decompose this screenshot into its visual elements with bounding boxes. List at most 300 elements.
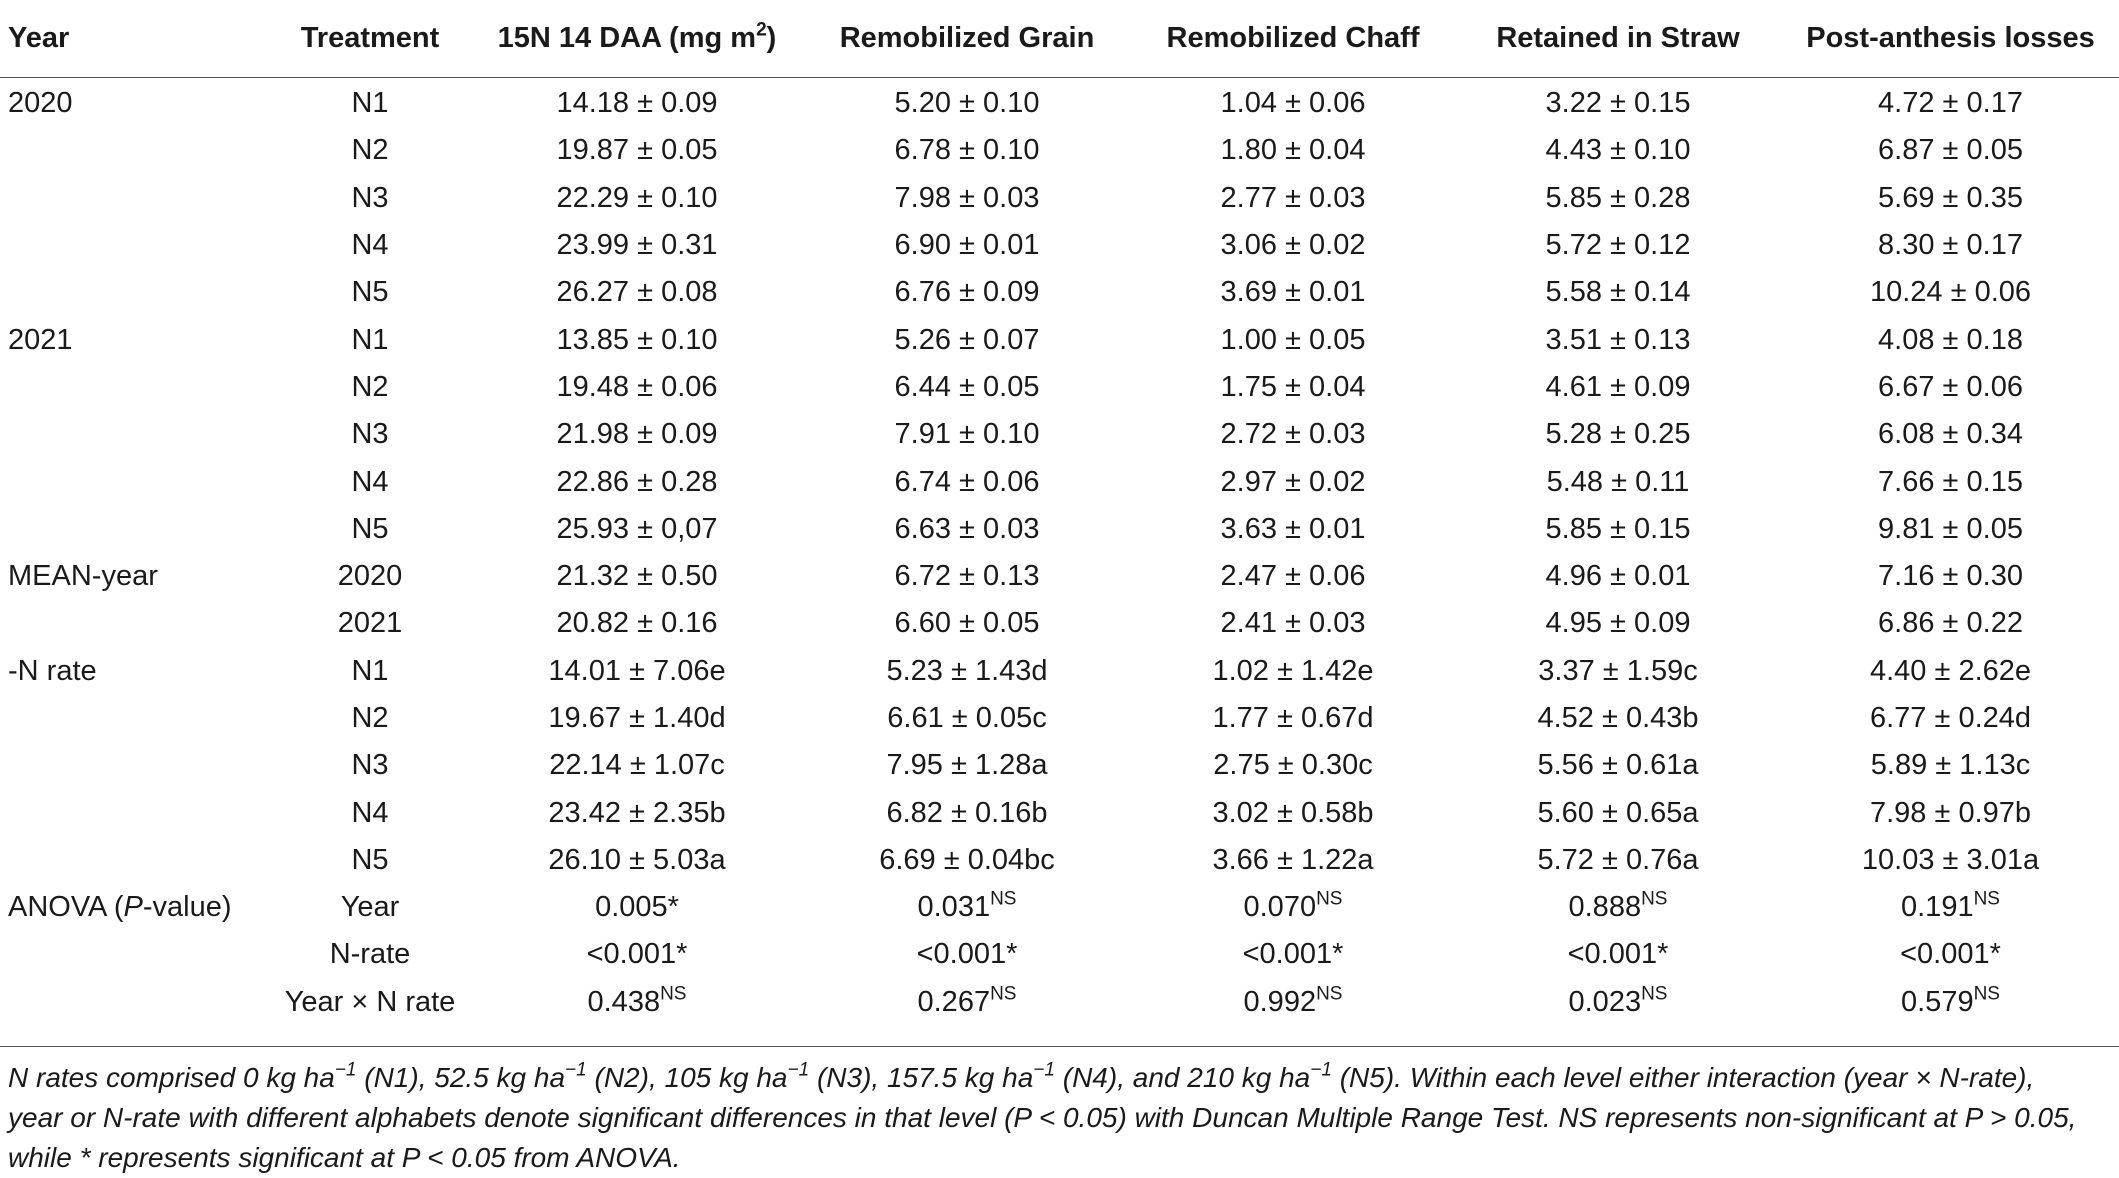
cell-treatment: 2021 bbox=[337, 607, 403, 640]
table-row bbox=[0, 222, 2119, 269]
cell-value bbox=[1454, 600, 1782, 647]
cell-value-text: 2.47 ± 0.06 bbox=[1220, 560, 1366, 593]
cell-value bbox=[1454, 78, 1782, 128]
cell-treatment: N2 bbox=[351, 134, 389, 167]
cell-value-text: 0.438 bbox=[587, 985, 661, 1018]
cell-value bbox=[1454, 506, 1782, 553]
cell-value-text: 5.48 ± 0.11 bbox=[1546, 465, 1690, 498]
cell-value-text: 1.00 ± 0.05 bbox=[1220, 323, 1366, 356]
cell-value-text: 0.888 bbox=[1568, 891, 1642, 924]
cell-year-italic: P bbox=[123, 891, 143, 924]
table-row bbox=[0, 127, 2119, 174]
significance-sup: NS bbox=[1641, 983, 1668, 1005]
cell-year bbox=[0, 175, 268, 222]
cell-value bbox=[1454, 553, 1782, 600]
table-row bbox=[0, 837, 2119, 884]
cell-value bbox=[1132, 458, 1454, 505]
cell-value-text: 4.08 ± 0.18 bbox=[1878, 323, 2023, 356]
cell-value-text: 5.85 ± 0.15 bbox=[1545, 512, 1691, 545]
cell-value bbox=[1782, 78, 2119, 128]
cell-value-text: 3.06 ± 0.02 bbox=[1220, 229, 1366, 262]
cell-value bbox=[1132, 411, 1454, 458]
cell-value-text: 0.191 bbox=[1901, 891, 1974, 924]
cell-year bbox=[0, 789, 268, 836]
cell-value-text: 10.03 ± 3.01a bbox=[1861, 843, 2040, 876]
cell-value-text: 6.61 ± 0.05c bbox=[887, 702, 1047, 734]
cell-year bbox=[0, 316, 268, 363]
cell-treatment: N1 bbox=[351, 654, 389, 687]
cell-value bbox=[472, 127, 802, 174]
cell-value bbox=[1782, 364, 2119, 411]
cell-value-text: 4.40 ± 2.62e bbox=[1869, 654, 2032, 687]
table-header bbox=[0, 0, 2119, 78]
cell-value bbox=[802, 506, 1132, 553]
cell-value bbox=[472, 78, 802, 128]
cell-value-text: 10.24 ± 0.06 bbox=[1869, 276, 2032, 309]
cell-value-text: 7.16 ± 0.30 bbox=[1878, 560, 2023, 593]
cell-value bbox=[472, 458, 802, 505]
cell-treatment: N3 bbox=[351, 749, 389, 782]
cell-value-text: 21.98 ± 0.09 bbox=[556, 418, 718, 451]
header-15n-text: 15N 14 DAA (mg m bbox=[497, 22, 757, 54]
cell-value bbox=[802, 269, 1132, 316]
cell-value-text: 6.60 ± 0.05 bbox=[894, 607, 1040, 640]
cell-value bbox=[472, 837, 802, 884]
cell-value-text: 1.77 ± 0.67d bbox=[1212, 702, 1374, 734]
cell-value-text: 0.267 bbox=[917, 985, 991, 1018]
cell-value bbox=[472, 648, 802, 695]
cell-year-after: -value) bbox=[142, 891, 232, 924]
cell-value bbox=[472, 742, 802, 789]
footnote-text: year or N-rate with different alphabets denote significant differences in that level (P < 0.05) with Duncan Multiple Range Test. NS represents non-significant at P > 0.05, bbox=[8, 1102, 2077, 1133]
table-row bbox=[0, 695, 2119, 742]
cell-value-text: 2.75 ± 0.30c bbox=[1213, 749, 1373, 782]
cell-value bbox=[1132, 506, 1454, 553]
cell-treatment: N4 bbox=[351, 229, 389, 262]
cell-value bbox=[472, 316, 802, 363]
cell-value-text: 5.72 ± 0.12 bbox=[1545, 229, 1691, 262]
cell-treatment: N5 bbox=[351, 276, 389, 309]
cell-value-text: 6.82 ± 0.16b bbox=[886, 796, 1048, 829]
cell-value-text: 5.23 ± 1.43d bbox=[886, 654, 1048, 687]
table-row bbox=[0, 931, 2119, 978]
cell-treatment: N5 bbox=[351, 512, 389, 545]
cell-value-text: 5.72 ± 0.76a bbox=[1537, 843, 1699, 876]
header-treatment: Treatment bbox=[268, 0, 472, 78]
header-15n-14-daa bbox=[472, 0, 802, 78]
cell-treatment: N1 bbox=[351, 323, 389, 356]
cell-treatment: N3 bbox=[351, 181, 389, 214]
cell-year bbox=[0, 600, 268, 647]
cell-value bbox=[1782, 458, 2119, 505]
cell-treatment: N4 bbox=[351, 465, 389, 498]
cell-value bbox=[802, 837, 1132, 884]
cell-value-text: 3.51 ± 0.13 bbox=[1545, 323, 1691, 356]
cell-value-text: 6.76 ± 0.09 bbox=[894, 276, 1040, 309]
cell-value bbox=[1132, 695, 1454, 742]
cell-value bbox=[1132, 837, 1454, 884]
significance-sup: NS bbox=[1316, 983, 1343, 1005]
cell-value bbox=[472, 931, 802, 978]
cell-value bbox=[802, 222, 1132, 269]
table-row bbox=[0, 175, 2119, 222]
cell-value-text: 22.14 ± 1.07c bbox=[549, 749, 725, 782]
cell-value-text: 5.89 ± 1.13c bbox=[1870, 749, 2031, 782]
cell-value bbox=[1454, 884, 1782, 931]
cell-treatment: N1 bbox=[351, 87, 389, 120]
cell-value bbox=[472, 269, 802, 316]
cell-value-text: <0.001* bbox=[1242, 938, 1344, 971]
cell-value-text: 4.95 ± 0.09 bbox=[1545, 607, 1691, 640]
cell-value-text: 22.29 ± 0.10 bbox=[556, 181, 718, 214]
cell-value bbox=[802, 884, 1132, 931]
footnote-sup: −1 bbox=[1310, 1059, 1332, 1081]
cell-value-text: 14.18 ± 0.09 bbox=[556, 87, 718, 120]
footnote-sup: −1 bbox=[565, 1059, 587, 1081]
table-row bbox=[0, 553, 2119, 600]
footnote-text: (N3), 157.5 kg ha bbox=[809, 1062, 1034, 1093]
table-row bbox=[0, 269, 2119, 316]
cell-value-text: 3.37 ± 1.59c bbox=[1538, 654, 1698, 687]
cell-value-text: 6.67 ± 0.06 bbox=[1878, 370, 2023, 403]
cell-value bbox=[1454, 979, 1782, 1026]
cell-value bbox=[1782, 316, 2119, 363]
cell-value bbox=[1782, 979, 2119, 1026]
header-remobilized-grain: Remobilized Grain bbox=[802, 0, 1132, 78]
cell-value-text: 26.10 ± 5.03a bbox=[548, 843, 726, 876]
cell-value bbox=[1132, 175, 1454, 222]
cell-value bbox=[802, 789, 1132, 836]
cell-value bbox=[1454, 269, 1782, 316]
cell-value-text: 0.031 bbox=[917, 891, 991, 924]
table-row bbox=[0, 742, 2119, 789]
cell-value-text: <0.001* bbox=[586, 938, 688, 971]
cell-value-text: 6.90 ± 0.01 bbox=[894, 229, 1040, 262]
cell-year-text: 2020 bbox=[8, 87, 73, 120]
cell-year bbox=[0, 506, 268, 553]
footnote-line bbox=[8, 1098, 2108, 1138]
cell-value-text: 4.43 ± 0.10 bbox=[1545, 134, 1691, 167]
cell-value bbox=[1782, 222, 2119, 269]
cell-value-text: 4.72 ± 0.17 bbox=[1878, 87, 2023, 120]
cell-year bbox=[0, 837, 268, 884]
cell-value-text: 4.61 ± 0.09 bbox=[1545, 370, 1691, 403]
cell-value-text: 9.81 ± 0.05 bbox=[1878, 512, 2023, 545]
header-remobilized-chaff: Remobilized Chaff bbox=[1132, 0, 1454, 78]
cell-value bbox=[1782, 789, 2119, 836]
cell-value-text: 25.93 ± 0,07 bbox=[556, 512, 718, 545]
cell-value-text: 5.26 ± 0.07 bbox=[894, 323, 1040, 356]
cell-value-text: 7.66 ± 0.15 bbox=[1878, 465, 2023, 498]
cell-value bbox=[472, 175, 802, 222]
significance-sup: NS bbox=[990, 983, 1017, 1005]
cell-value bbox=[1782, 175, 2119, 222]
cell-value bbox=[1782, 127, 2119, 174]
cell-value bbox=[472, 222, 802, 269]
cell-year bbox=[0, 222, 268, 269]
cell-value-text: 6.78 ± 0.10 bbox=[894, 134, 1040, 167]
footnote-sup: −1 bbox=[787, 1059, 810, 1081]
cell-value bbox=[1782, 837, 2119, 884]
cell-value-text: 5.69 ± 0.35 bbox=[1878, 181, 2023, 214]
cell-value-text: 0.070 bbox=[1243, 891, 1317, 924]
cell-value-text: 6.77 ± 0.24d bbox=[1869, 702, 2032, 734]
cell-value bbox=[472, 506, 802, 553]
cell-value-text: 7.98 ± 0.03 bbox=[894, 181, 1040, 214]
cell-value bbox=[472, 695, 802, 742]
table-row bbox=[0, 600, 2119, 647]
significance-sup: NS bbox=[1316, 888, 1343, 910]
cell-value bbox=[1782, 600, 2119, 647]
cell-treatment: N4 bbox=[351, 796, 389, 829]
cell-value bbox=[472, 789, 802, 836]
cell-year bbox=[0, 979, 268, 1026]
cell-value-text: 1.80 ± 0.04 bbox=[1220, 134, 1366, 167]
cell-value bbox=[1454, 837, 1782, 884]
cell-value bbox=[802, 742, 1132, 789]
cell-value-text: 5.56 ± 0.61a bbox=[1537, 749, 1699, 782]
cell-value bbox=[1132, 648, 1454, 695]
header-15n-after: ) bbox=[766, 22, 777, 54]
cell-value-text: 22.86 ± 0.28 bbox=[556, 465, 718, 498]
cell-value bbox=[1782, 553, 2119, 600]
cell-value bbox=[802, 364, 1132, 411]
cell-value bbox=[472, 553, 802, 600]
cell-value-text: 23.99 ± 0.31 bbox=[556, 229, 718, 262]
footnote-text: (N2), 105 kg ha bbox=[586, 1062, 788, 1093]
cell-value-text: 20.82 ± 0.16 bbox=[556, 607, 718, 640]
cell-year bbox=[0, 364, 268, 411]
footnote-text: N rates comprised 0 kg ha bbox=[8, 1062, 335, 1093]
footnote-rule bbox=[0, 1046, 2119, 1047]
cell-treatment: Year × N rate bbox=[284, 985, 456, 1018]
cell-value bbox=[1454, 411, 1782, 458]
header-row bbox=[0, 0, 2119, 78]
cell-value-text: 5.28 ± 0.25 bbox=[1545, 418, 1691, 451]
cell-value bbox=[472, 364, 802, 411]
significance-sup: NS bbox=[990, 888, 1017, 910]
cell-year bbox=[0, 269, 268, 316]
cell-value bbox=[802, 127, 1132, 174]
cell-value bbox=[802, 600, 1132, 647]
table-body bbox=[0, 78, 2119, 1026]
cell-value-text: 6.63 ± 0.03 bbox=[894, 512, 1040, 545]
cell-value-text: <0.001* bbox=[1900, 938, 2001, 971]
cell-value-text: 6.08 ± 0.34 bbox=[1878, 418, 2023, 451]
cell-value-text: 19.87 ± 0.05 bbox=[556, 134, 718, 167]
cell-year-text: 2021 bbox=[8, 323, 73, 356]
footnote-line bbox=[8, 1058, 2108, 1098]
cell-value-text: 4.52 ± 0.43b bbox=[1537, 702, 1699, 734]
cell-year bbox=[0, 648, 268, 695]
cell-value-text: 2.97 ± 0.02 bbox=[1220, 465, 1366, 498]
significance-sup: NS bbox=[660, 983, 687, 1005]
cell-year-text: MEAN-year bbox=[8, 560, 158, 593]
cell-year bbox=[0, 458, 268, 505]
footnote-text: (N5). Within each level either interaction (year × N-rate), bbox=[1331, 1062, 2035, 1093]
cell-value bbox=[472, 600, 802, 647]
cell-value-text: <0.001* bbox=[916, 938, 1018, 971]
cell-value-text: 23.42 ± 2.35b bbox=[548, 796, 726, 829]
footnote-text: (N4), and 210 kg ha bbox=[1054, 1062, 1311, 1093]
cell-value bbox=[1132, 884, 1454, 931]
cell-year bbox=[0, 931, 268, 978]
cell-value bbox=[802, 931, 1132, 978]
header-15n-sup: 2 bbox=[756, 19, 767, 41]
table-row bbox=[0, 789, 2119, 836]
cell-value bbox=[1454, 127, 1782, 174]
significance-sup: NS bbox=[1973, 888, 2000, 910]
cell-year-text: ANOVA ( bbox=[8, 891, 124, 924]
cell-value-text: 6.87 ± 0.05 bbox=[1878, 134, 2023, 167]
table-row bbox=[0, 78, 2119, 128]
cell-value bbox=[1454, 458, 1782, 505]
cell-year bbox=[0, 553, 268, 600]
cell-value bbox=[1782, 269, 2119, 316]
footnote-line bbox=[8, 1138, 2108, 1178]
cell-value bbox=[802, 553, 1132, 600]
cell-value-text: 8.30 ± 0.17 bbox=[1878, 229, 2023, 262]
header-year: Year bbox=[0, 0, 268, 78]
cell-value-text: 0.992 bbox=[1243, 985, 1317, 1018]
cell-value bbox=[1782, 742, 2119, 789]
cell-value bbox=[1132, 222, 1454, 269]
cell-value bbox=[1132, 553, 1454, 600]
cell-value-text: 7.91 ± 0.10 bbox=[894, 418, 1040, 451]
table-row bbox=[0, 979, 2119, 1026]
cell-year bbox=[0, 411, 268, 458]
cell-value-text: <0.001* bbox=[1567, 938, 1669, 971]
footnote-text: while * represents significant at P < 0.05 from ANOVA. bbox=[8, 1142, 681, 1173]
cell-value-text: 6.86 ± 0.22 bbox=[1878, 607, 2023, 640]
cell-value bbox=[1782, 884, 2119, 931]
cell-value bbox=[1454, 175, 1782, 222]
cell-value bbox=[1782, 695, 2119, 742]
cell-value-text: 26.27 ± 0.08 bbox=[556, 276, 718, 309]
cell-value bbox=[1454, 931, 1782, 978]
cell-value bbox=[802, 316, 1132, 363]
table-row bbox=[0, 884, 2119, 931]
cell-value-text: 2.41 ± 0.03 bbox=[1220, 607, 1366, 640]
footnote-sup: −1 bbox=[1033, 1059, 1055, 1081]
cell-year bbox=[0, 884, 268, 931]
cell-year bbox=[0, 78, 268, 128]
footnote-text: (N1), 52.5 kg ha bbox=[356, 1062, 566, 1093]
cell-value-text: 1.04 ± 0.06 bbox=[1220, 87, 1366, 120]
cell-value bbox=[472, 884, 802, 931]
cell-value-text: 4.96 ± 0.01 bbox=[1545, 560, 1691, 593]
cell-value-text: 3.63 ± 0.01 bbox=[1220, 512, 1366, 545]
cell-value bbox=[1132, 78, 1454, 128]
cell-value-text: 19.48 ± 0.06 bbox=[556, 370, 718, 403]
cell-value bbox=[1132, 600, 1454, 647]
cell-value-text: 3.22 ± 0.15 bbox=[1545, 87, 1691, 120]
cell-value-text: 6.72 ± 0.13 bbox=[894, 560, 1040, 593]
cell-value bbox=[1132, 316, 1454, 363]
cell-treatment: N2 bbox=[351, 370, 389, 403]
cell-year bbox=[0, 742, 268, 789]
cell-value-text: 5.20 ± 0.10 bbox=[894, 87, 1040, 120]
cell-value bbox=[1454, 316, 1782, 363]
table-row bbox=[0, 411, 2119, 458]
cell-value bbox=[1454, 695, 1782, 742]
table-row bbox=[0, 364, 2119, 411]
cell-treatment: N5 bbox=[351, 843, 389, 876]
cell-value-text: 21.32 ± 0.50 bbox=[556, 560, 718, 593]
cell-treatment: N2 bbox=[351, 702, 389, 734]
header-retained-in-straw: Retained in Straw bbox=[1454, 0, 1782, 78]
cell-value-text: 1.75 ± 0.04 bbox=[1220, 370, 1366, 403]
cell-year bbox=[0, 127, 268, 174]
significance-sup: NS bbox=[1973, 983, 2000, 1005]
cell-value-text: 1.02 ± 1.42e bbox=[1212, 654, 1374, 687]
cell-value-text: 0.023 bbox=[1568, 985, 1642, 1018]
cell-value-text: 3.66 ± 1.22a bbox=[1212, 843, 1374, 876]
cell-value bbox=[472, 411, 802, 458]
cell-value bbox=[802, 411, 1132, 458]
cell-value bbox=[1132, 789, 1454, 836]
cell-value bbox=[1782, 648, 2119, 695]
cell-value-text: 2.72 ± 0.03 bbox=[1220, 418, 1366, 451]
cell-value-text: 2.77 ± 0.03 bbox=[1220, 181, 1366, 214]
table-row bbox=[0, 316, 2119, 363]
cell-value-text: 5.60 ± 0.65a bbox=[1537, 796, 1699, 829]
cell-value bbox=[802, 78, 1132, 128]
cell-value-text: 7.98 ± 0.97b bbox=[1869, 796, 2032, 829]
cell-value-text: 3.69 ± 0.01 bbox=[1220, 276, 1366, 309]
table-row bbox=[0, 458, 2119, 505]
cell-value bbox=[1454, 364, 1782, 411]
cell-value-text: 3.02 ± 0.58b bbox=[1212, 796, 1374, 829]
cell-value bbox=[1132, 364, 1454, 411]
cell-treatment: 2020 bbox=[337, 560, 403, 593]
significance-sup: NS bbox=[1641, 888, 1668, 910]
cell-treatment: N3 bbox=[351, 418, 389, 451]
cell-value-text: 6.44 ± 0.05 bbox=[894, 370, 1040, 403]
cell-value bbox=[1454, 222, 1782, 269]
cell-value-text: 7.95 ± 1.28a bbox=[886, 749, 1048, 782]
cell-value bbox=[802, 458, 1132, 505]
cell-treatment: Year bbox=[340, 891, 400, 924]
cell-value bbox=[802, 695, 1132, 742]
cell-value bbox=[1132, 127, 1454, 174]
cell-value bbox=[802, 648, 1132, 695]
cell-value-text: 14.01 ± 7.06e bbox=[548, 654, 726, 687]
cell-value bbox=[1132, 931, 1454, 978]
cell-value-text: 6.69 ± 0.04bc bbox=[879, 843, 1055, 876]
cell-value bbox=[1782, 411, 2119, 458]
cell-value bbox=[1782, 931, 2119, 978]
footnote-sup: −1 bbox=[334, 1059, 357, 1081]
cell-value bbox=[1132, 979, 1454, 1026]
header-post-anthesis-losses: Post-anthesis losses bbox=[1782, 0, 2119, 78]
cell-value bbox=[1454, 789, 1782, 836]
table-footnote bbox=[8, 1058, 2108, 1178]
cell-value bbox=[1132, 742, 1454, 789]
cell-year-text: -N rate bbox=[8, 654, 97, 687]
table-row bbox=[0, 648, 2119, 695]
cell-value-text: 19.67 ± 1.40d bbox=[548, 702, 726, 734]
cell-value-text: 5.85 ± 0.28 bbox=[1545, 181, 1691, 214]
cell-value bbox=[1132, 269, 1454, 316]
cell-value bbox=[1782, 506, 2119, 553]
cell-value-text: 0.579 bbox=[1901, 985, 1974, 1018]
cell-value bbox=[1454, 742, 1782, 789]
cell-value bbox=[802, 175, 1132, 222]
cell-year bbox=[0, 695, 268, 742]
cell-treatment: N-rate bbox=[329, 938, 411, 971]
cell-value bbox=[1454, 648, 1782, 695]
